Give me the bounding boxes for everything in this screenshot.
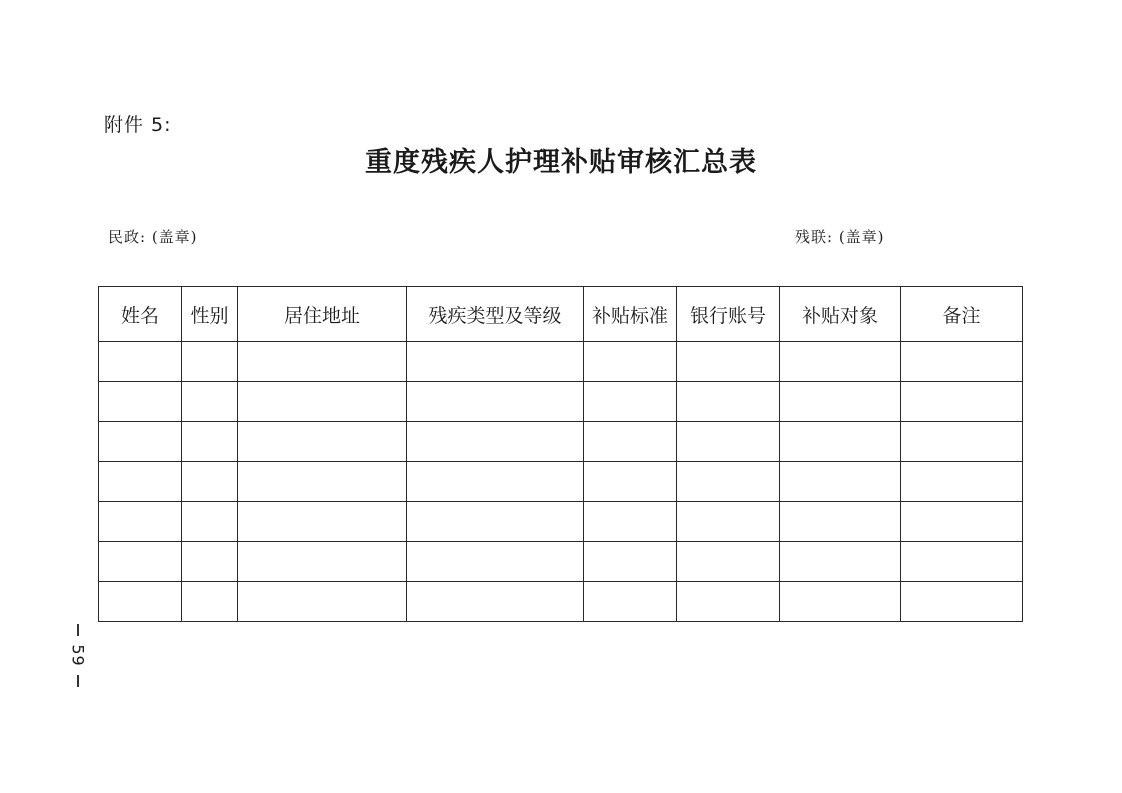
table-cell [407, 422, 584, 462]
table-cell [407, 382, 584, 422]
table-cell [584, 542, 677, 582]
table-cell [238, 582, 407, 622]
table-cell [901, 382, 1023, 422]
table-cell [584, 462, 677, 502]
table-cell [99, 342, 182, 382]
header-bank-account: 银行账号 [677, 287, 780, 342]
table-cell [780, 582, 901, 622]
header-address: 居住地址 [238, 287, 407, 342]
table-cell [584, 582, 677, 622]
table-cell [238, 422, 407, 462]
table-cell [407, 542, 584, 582]
table-cell [780, 422, 901, 462]
table-cell [407, 502, 584, 542]
table-cell [182, 502, 238, 542]
table-row [99, 582, 1023, 622]
table-row [99, 542, 1023, 582]
table-cell [238, 502, 407, 542]
table-cell [584, 422, 677, 462]
table-body [99, 342, 1023, 622]
table-cell [901, 462, 1023, 502]
table-cell [584, 502, 677, 542]
summary-table [98, 286, 1023, 622]
header-disability-type-grade: 残疾类型及等级 [407, 287, 584, 342]
header-remarks: 备注 [901, 287, 1023, 342]
table-cell [182, 542, 238, 582]
attachment-label: 附件 5: [104, 114, 172, 136]
table-cell [407, 342, 584, 382]
table-cell [677, 342, 780, 382]
table-row [99, 502, 1023, 542]
header-name: 姓名 [99, 287, 182, 342]
table-cell [901, 542, 1023, 582]
table-cell [584, 382, 677, 422]
table-cell [99, 382, 182, 422]
table-cell [677, 502, 780, 542]
table-cell [677, 382, 780, 422]
table-cell [238, 342, 407, 382]
page-number [66, 624, 90, 694]
table-cell [238, 382, 407, 422]
table-cell [99, 542, 182, 582]
table-cell [584, 342, 677, 382]
disabled-federation-stamp-label: 残联: (盖章) [795, 228, 885, 246]
table-cell [182, 382, 238, 422]
table-cell [99, 502, 182, 542]
table-cell [182, 462, 238, 502]
table-cell [99, 582, 182, 622]
table-row [99, 422, 1023, 462]
table-cell [407, 462, 584, 502]
table-cell [780, 542, 901, 582]
table-cell [901, 422, 1023, 462]
table-cell [901, 582, 1023, 622]
header-gender: 性别 [182, 287, 238, 342]
table-cell [182, 582, 238, 622]
table-cell [99, 422, 182, 462]
table-cell [677, 582, 780, 622]
table-row [99, 342, 1023, 382]
table-cell [901, 342, 1023, 382]
header-subsidy-recipient: 补贴对象 [780, 287, 901, 342]
table-cell [238, 462, 407, 502]
page-number-dash-bottom [77, 675, 79, 687]
table-cell [238, 542, 407, 582]
table-cell [677, 422, 780, 462]
document-title: 重度残疾人护理补贴审核汇总表 [365, 147, 757, 178]
table-row [99, 382, 1023, 422]
page-number-dash-top [77, 624, 79, 636]
page-number-value: 59 [68, 644, 88, 667]
table-row [99, 462, 1023, 502]
table-cell [901, 502, 1023, 542]
table-header-row [99, 287, 1023, 342]
table-cell [677, 542, 780, 582]
header-subsidy-standard: 补贴标准 [584, 287, 677, 342]
table-cell [780, 462, 901, 502]
table-cell [182, 342, 238, 382]
civil-affairs-stamp-label: 民政: (盖章) [108, 228, 198, 246]
table-cell [407, 582, 584, 622]
table-cell [182, 422, 238, 462]
table-cell [780, 342, 901, 382]
table-cell [780, 382, 901, 422]
table-cell [99, 462, 182, 502]
table-cell [780, 502, 901, 542]
table-cell [677, 462, 780, 502]
